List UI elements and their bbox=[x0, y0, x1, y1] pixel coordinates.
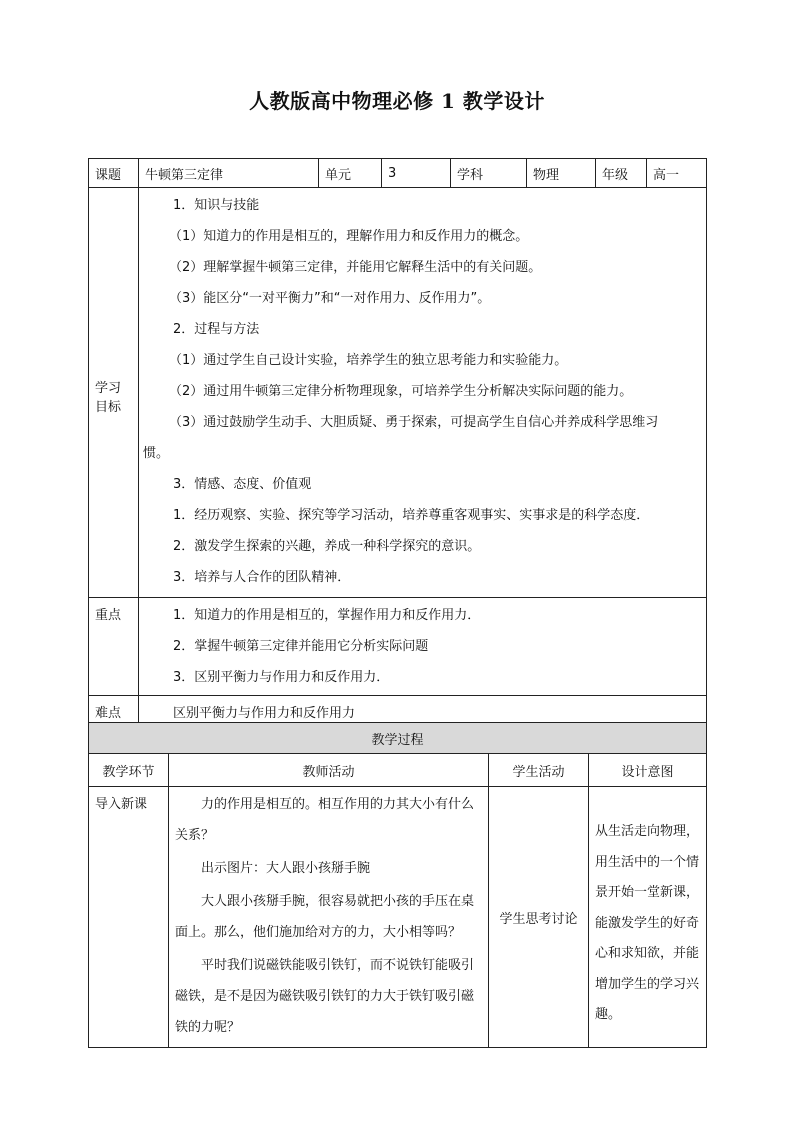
subject-label: 学科 bbox=[451, 159, 527, 188]
topic-value: 牛顿第三定律 bbox=[139, 159, 319, 188]
lesson-info-table bbox=[88, 158, 707, 727]
objective-line: 2．激发学生探索的兴趣，养成一种科学探究的意识。 bbox=[173, 539, 481, 554]
document-title: 人教版高中物理必修 1 教学设计 bbox=[249, 89, 545, 113]
key-points-row bbox=[89, 598, 707, 696]
unit-value: 3 bbox=[382, 159, 451, 188]
process-header: 教学过程 bbox=[89, 723, 707, 754]
key-points-label: 重点 bbox=[89, 598, 139, 696]
teacher-paragraph: 平时我们说磁铁能吸引铁钉，而不说铁钉能吸引磁铁，是不是因为磁铁吸引铁钉的力大于铁钉吸引磁铁的力呢？ bbox=[175, 958, 475, 1035]
stage-cell: 导入新课 bbox=[89, 787, 169, 1048]
objective-line: 2．过程与方法 bbox=[173, 322, 260, 337]
student-activity-cell: 学生思考讨论 bbox=[489, 787, 589, 1048]
key-point-line: 2．掌握牛顿第三定律并能用它分析实际问题 bbox=[173, 639, 429, 654]
difficulty-content: 区别平衡力与作用力和反作用力 bbox=[139, 696, 707, 727]
objective-line: 3．培养与人合作的团队精神． bbox=[173, 570, 351, 585]
key-point-line: 1．知道力的作用是相互的，掌握作用力和反作用力． bbox=[173, 608, 481, 623]
grade-label: 年级 bbox=[596, 159, 647, 188]
subject-value: 物理 bbox=[527, 159, 596, 188]
teacher-paragraph: 出示图片：大人跟小孩掰手腕 bbox=[201, 861, 371, 876]
process-header-row bbox=[89, 723, 707, 754]
design-intent-cell bbox=[589, 787, 707, 1048]
objectives-row bbox=[89, 188, 707, 598]
process-row bbox=[89, 787, 707, 1048]
column-design: 设计意图 bbox=[589, 754, 707, 787]
objective-line: 3．情感、态度、价值观 bbox=[173, 477, 312, 492]
key-point-line: 3．区别平衡力与作用力和反作用力． bbox=[173, 670, 390, 685]
objective-line: 惯。 bbox=[143, 446, 170, 461]
objective-line: （3）通过鼓励学生动手、大胆质疑、勇于探索，可提高学生自信心并养成科学思维习 bbox=[169, 415, 659, 430]
objective-line: 1．知识与技能 bbox=[173, 198, 260, 213]
column-stage: 教学环节 bbox=[89, 754, 169, 787]
objective-line: （1）知道力的作用是相互的，理解作用力和反作用力的概念。 bbox=[169, 229, 529, 244]
objectives-label bbox=[89, 188, 139, 598]
objectives-label-line2: 目标 bbox=[95, 399, 122, 415]
teacher-paragraph: 大人跟小孩掰手腕，很容易就把小孩的手压在桌面上。那么，他们施加给对方的力，大小相等吗？ bbox=[175, 894, 475, 940]
difficulty-label: 难点 bbox=[89, 696, 139, 727]
objective-line: （1）通过学生自己设计实验，培养学生的独立思考能力和实验能力。 bbox=[169, 353, 568, 368]
column-student: 学生活动 bbox=[489, 754, 589, 787]
grade-value: 高一 bbox=[647, 159, 707, 188]
topic-label: 课题 bbox=[89, 159, 139, 188]
teacher-paragraph: 力的作用是相互的。相互作用的力其大小有什么关系？ bbox=[175, 797, 475, 843]
column-teacher: 教师活动 bbox=[169, 754, 489, 787]
unit-label: 单元 bbox=[319, 159, 382, 188]
process-column-row bbox=[89, 754, 707, 787]
objectives-content bbox=[139, 188, 707, 598]
objective-line: （2）理解掌握牛顿第三定律，并能用它解释生活中的有关问题。 bbox=[169, 260, 542, 275]
key-points-content bbox=[139, 598, 707, 696]
objective-line: 1．经历观察、实验、探究等学习活动，培养尊重客观事实、实事求是的科学态度． bbox=[173, 508, 650, 523]
objectives-label-line1: 学习 bbox=[95, 380, 122, 396]
teacher-activity-cell bbox=[169, 787, 489, 1048]
design-text: 从生活走向物理，用生活中的一个情景开始一堂新课，能激发学生的好奇心和求知欲，并能增加学生的学习兴趣。 bbox=[595, 824, 700, 1022]
info-row bbox=[89, 159, 707, 188]
teaching-process-table bbox=[88, 722, 707, 1048]
objective-line: （3）能区分“一对平衡力”和“一对作用力、反作用力”。 bbox=[169, 291, 491, 306]
objective-line: （2）通过用牛顿第三定律分析物理现象，可培养学生分析解决实际问题的能力。 bbox=[169, 384, 633, 399]
